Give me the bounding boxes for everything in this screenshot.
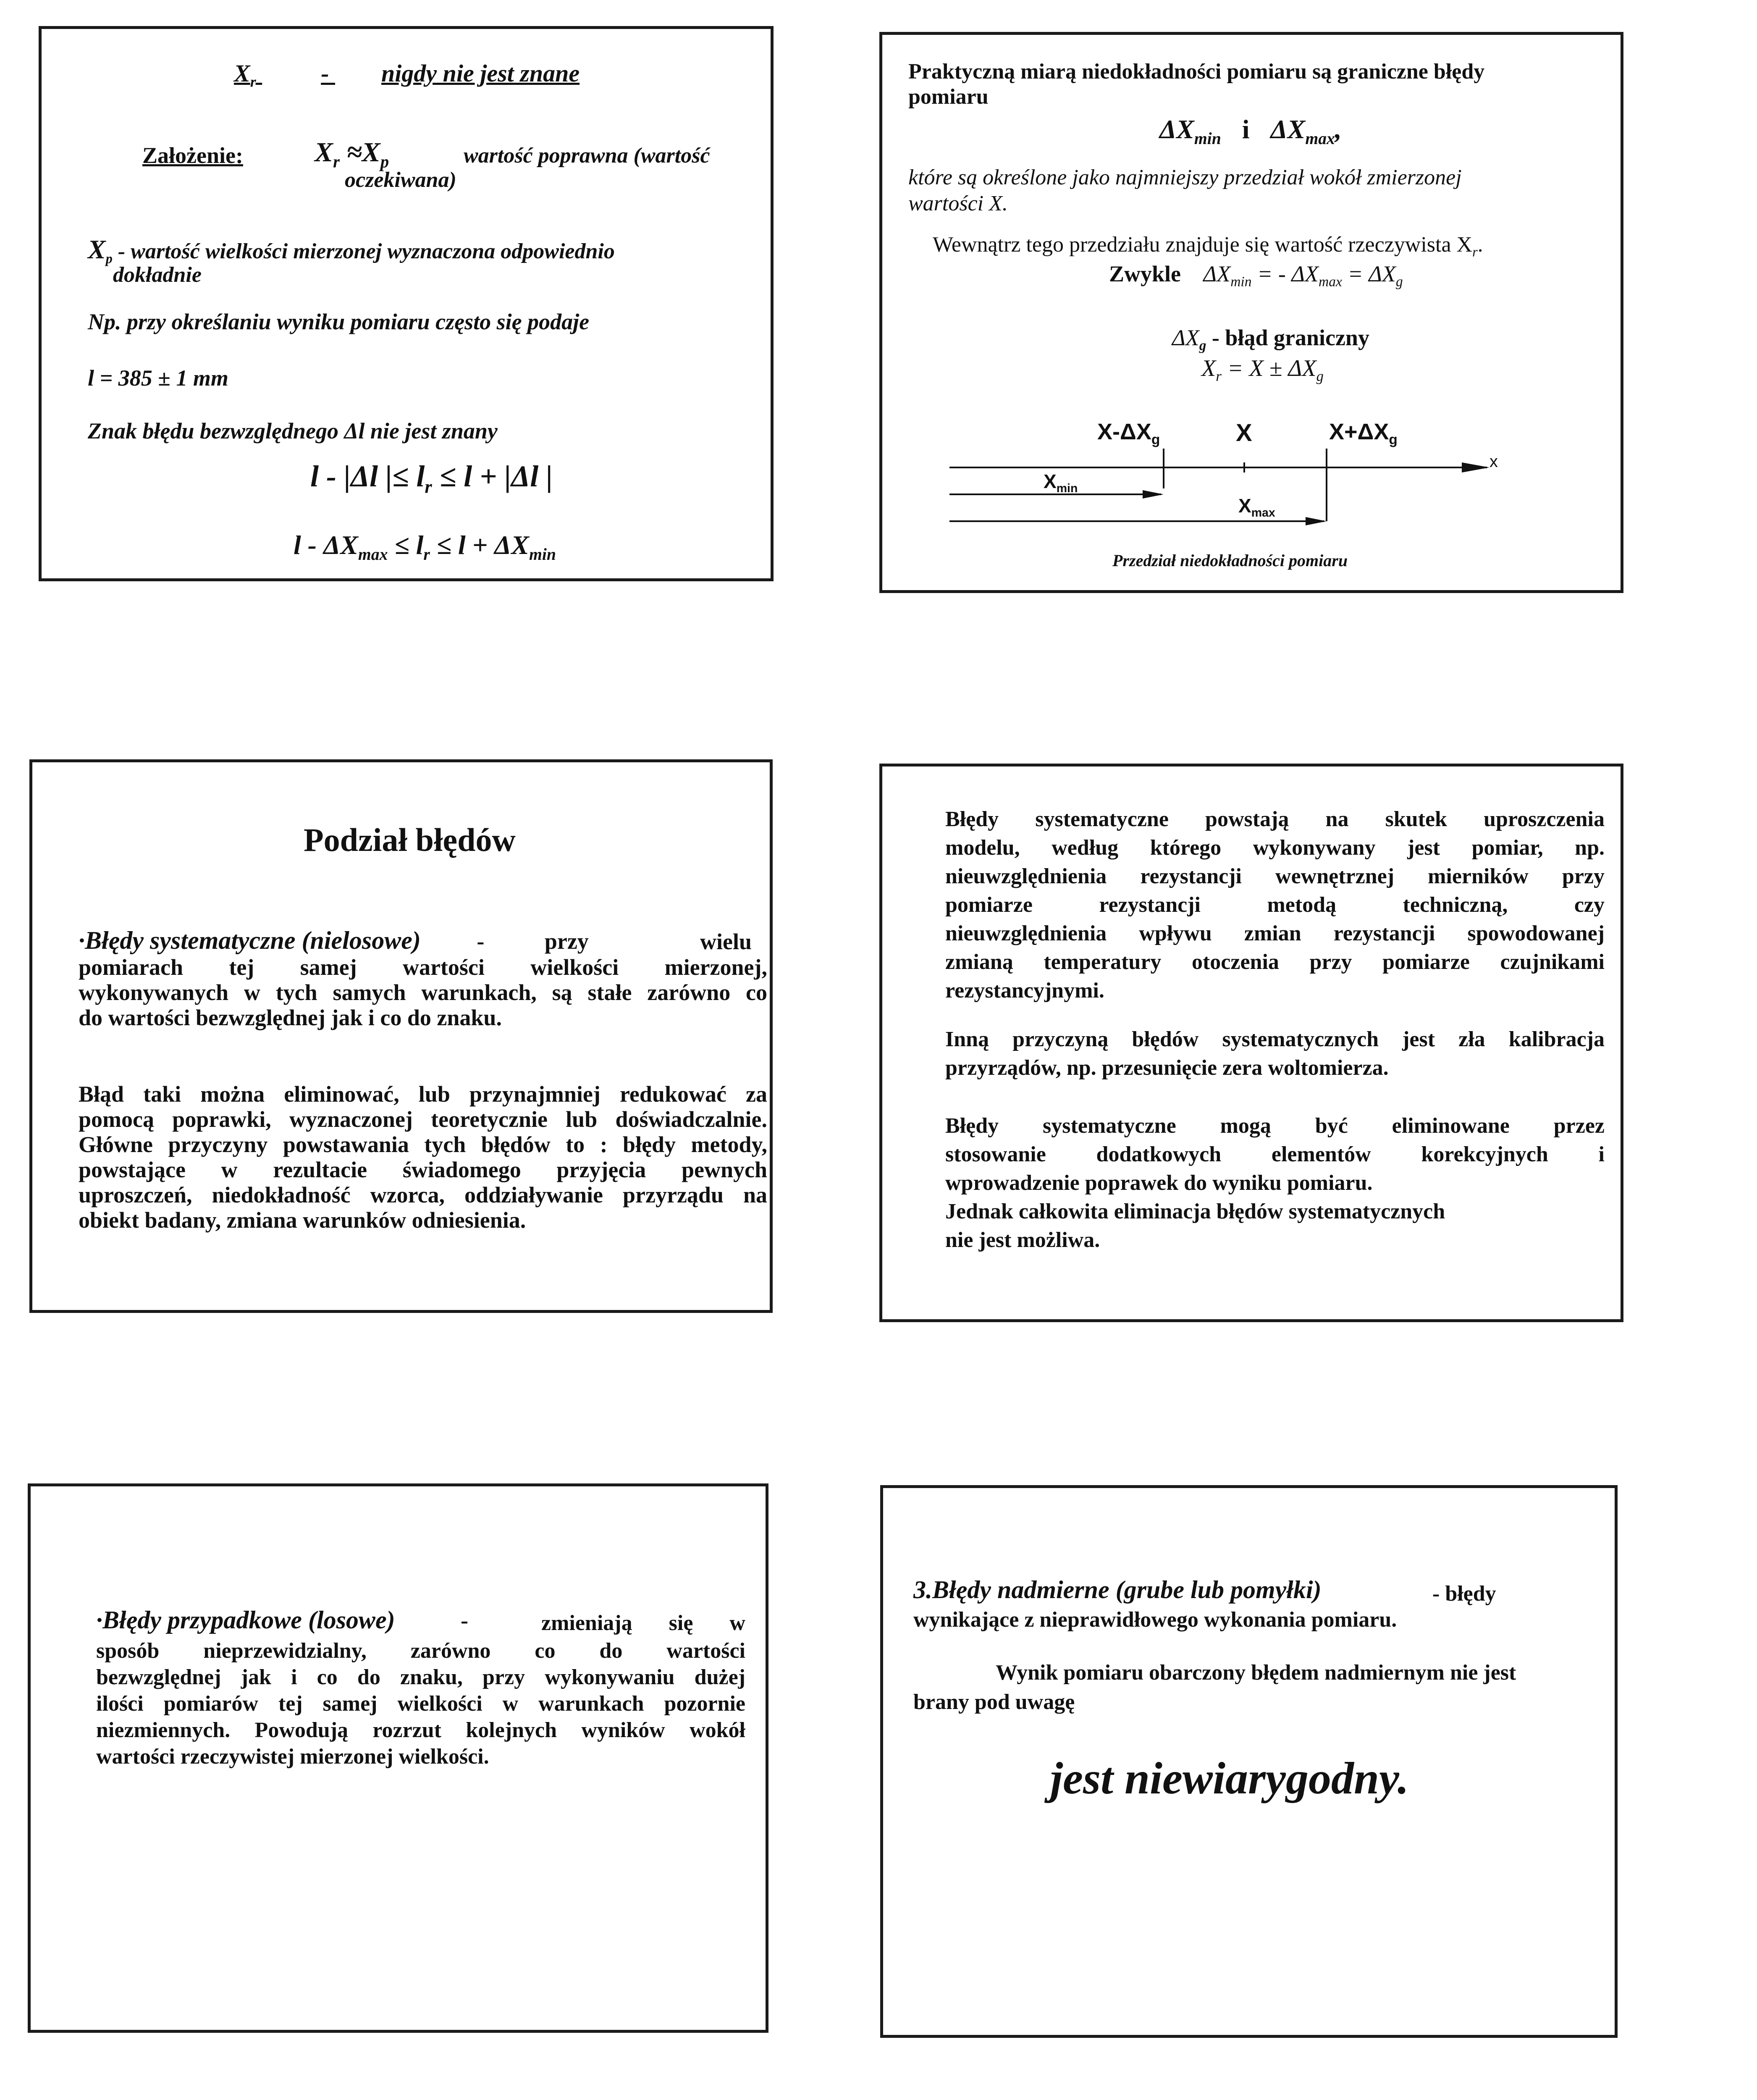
slide3-p1-first-line: ∙Błędy systematyczne (nielosowe) - przy	[79, 927, 589, 954]
slide3-p2-line: uproszczeń, niedokładność wzorca, oddziaływanie przyrządu na	[79, 1182, 767, 1208]
xmax-label: $X_{max}$	[1238, 495, 1275, 520]
slide-5	[28, 1483, 768, 2033]
slide-2	[879, 32, 1623, 593]
slide3-p1-first-line-end: wielu	[700, 929, 752, 954]
inequality-1: l - |Δl |≤ $l_r \le l + |\Delta l$ |	[310, 459, 553, 497]
xmin-label: $X_{min}$	[1044, 470, 1078, 495]
slide3-p2-line: pomocą poprawki, wyznaczonej teoretycznie lub doświadczalnie.	[79, 1107, 767, 1132]
slide4-p3-line: Jednak całkowita eliminacja błędów systematycznych	[945, 1200, 1445, 1223]
xmin-arrowhead	[1143, 490, 1164, 499]
slide1-title: $X_r$ - nigdy nie jest znane	[234, 60, 580, 90]
slide3-p2-line: Błąd taki można eliminować, lub przynajmniej redukować za	[79, 1082, 767, 1107]
slide3-p2-line: powstające w rezultacie świadomego przyjęcia pewnych	[79, 1157, 767, 1182]
slide-4	[879, 764, 1623, 1322]
slide6-p2-line-1: Wynik pomiaru obarczony błędem nadmiernym nie jest	[996, 1661, 1516, 1685]
slide4-p1-line: Błędy systematyczne powstają na skutek uproszczenia	[945, 807, 1605, 831]
zalozenie-text-1: wartość poprawna (wartość	[464, 144, 710, 168]
slide3-p1	[79, 955, 767, 1030]
zalozenie-text-2: oczekiwana)	[345, 168, 456, 192]
slide4-p2-line: przyrządów, np. przesunięcie zera woltomierza.	[945, 1056, 1389, 1080]
slide2-line-1: Praktyczną miarą niedokładności pomiaru są graniczne błędy	[908, 60, 1485, 84]
slide4-p3-line: wprowadzenie poprawek do wyniku pomiaru.	[945, 1171, 1373, 1195]
slide4-p2-line: Inną przyczyną błędów systematycznych jest zła kalibracja	[945, 1027, 1605, 1051]
slide5-line: ilości pomiarów tej samej wielkości w warunkach pozornie	[96, 1692, 745, 1716]
slide-1	[39, 26, 774, 581]
label-x: X	[1236, 419, 1252, 446]
slide-3	[29, 759, 773, 1313]
slide4-p3	[945, 1112, 1605, 1255]
slide5-head: ∙Błędy przypadkowe (losowe)	[96, 1606, 395, 1634]
slide5-line: wartości rzeczywistej mierzonej wielkości.	[96, 1745, 489, 1769]
axis-arrowhead	[1462, 462, 1490, 472]
slide5-line: sposób nieprzewidzialny, zarówno co do wartości	[96, 1639, 745, 1663]
label-x-plus: $X+\Delta X_g$	[1329, 419, 1398, 448]
slide4-p1-line: nieuwzględnienia wpływu zmian rezystancji spowodowanej	[945, 921, 1605, 945]
slide2-wewnatrz: Wewnątrz tego przedziału znajduje się wartość rzeczywista $X_r$.	[933, 233, 1483, 260]
slide4-p3-line: stosowanie dodatkowych elementów korekcyjnych i	[945, 1142, 1605, 1166]
l-formula: l = 385 ± 1 mm	[88, 365, 228, 391]
slide3-p1-line: do wartości bezwzględnej jak i co do znaku.	[79, 1005, 502, 1030]
slide3-p2-line: obiekt badany, zmiana warunków odniesienia.	[79, 1208, 526, 1233]
xp-definition: $X_p$ - wartość wielkości mierzonej wyznaczona odpowiednio	[88, 234, 615, 266]
slide5-l1-rest: zmieniają się w	[541, 1611, 745, 1635]
np-text: Np. przy określaniu wyniku pomiaru często się podaje	[88, 309, 590, 334]
slide5-line: bezwzględnej jak i co do znaku, przy wykonywaniu dużej	[96, 1665, 745, 1689]
slide6-head-rest: - błędy	[1432, 1582, 1496, 1606]
slide2-line-2: pomiaru	[908, 85, 989, 109]
slide3-p1-line: pomiarach tej samej wartości wielkości mierzonej,	[79, 955, 767, 980]
slide3-title: Podział błędów	[304, 822, 516, 858]
label-x-minus: $X-\Delta X_g$	[1097, 419, 1160, 448]
znak-text: Znak błędu bezwzględnego Δl nie jest znany	[88, 418, 498, 444]
slide4-p1-line: zmianą temperatury otoczenia przy pomiarze czujnikami	[945, 950, 1605, 974]
slide2-caption: Przedział niedokładności pomiaru	[1112, 551, 1348, 570]
slide4-p1-line: modelu, według którego wykonywany jest pomiar, np.	[945, 836, 1605, 860]
slide4-p1-line: nieuwzględnienia rezystancji wewnętrznej mierników przy	[945, 864, 1605, 888]
axis-x-label: x	[1490, 452, 1498, 471]
xmax-arrowhead	[1306, 517, 1327, 525]
slide4-p1	[945, 805, 1605, 1005]
zalozenie-formula: $X_r \approx X_p$	[315, 137, 389, 171]
slide6-head: 3.Błędy nadmierne (grube lub pomyłki)	[913, 1576, 1322, 1604]
slide3-p2-line: Główne przyczyny powstawania tych błędów to : błędy metody,	[79, 1132, 767, 1157]
slide5-line: niezmiennych. Powodują rozrzut kolejnych wyników wokół	[96, 1718, 745, 1742]
slide4-p3-line: Błędy systematyczne mogą być eliminowane przez	[945, 1114, 1605, 1138]
slide5-dash: -	[461, 1608, 468, 1633]
slide6-p2-line-2: brany pod uwagę	[913, 1690, 1075, 1714]
slide6-big-text: jest niewiarygodny.	[1050, 1754, 1409, 1803]
zalozenie-label: Założenie:	[142, 143, 243, 168]
delta-x-limits: $\Delta X_{min}$ i $\Delta X_{max}$,	[1159, 114, 1342, 148]
slide4-p1-line: pomiarze rezystancji metodą techniczną, czy	[945, 893, 1605, 917]
slide2-zwykle: Zwykle $\Delta X_{min}$ = - $\Delta X_{max} = \Delta X_g$	[1109, 261, 1403, 290]
slide2-blad-graniczny: $\Delta X_g$ - błąd graniczny	[1172, 325, 1369, 354]
slide3-p1-line: wykonywanych w tych samych warunkach, są stałe zarówno co	[79, 980, 767, 1005]
slide6-line-2: wynikające z nieprawidłowego wykonania pomiaru.	[913, 1608, 1397, 1632]
inequality-2: $l - \Delta X_{max} \le l_r \le l + \Delta X_{min}$	[294, 530, 556, 564]
slide2-italic-2: wartości X.	[908, 192, 1008, 215]
slide-6	[880, 1485, 1618, 2038]
slide2-xr-formula: $X_r = X \pm \Delta X_g$	[1201, 355, 1324, 385]
slide5-body	[96, 1638, 745, 1770]
slide4-p3-line: nie jest możliwa.	[945, 1228, 1100, 1252]
slide4-p1-line: rezystancyjnymi.	[945, 979, 1104, 1003]
xp-definition-2: dokładnie	[113, 263, 202, 287]
slide3-p2	[79, 1082, 767, 1233]
slide4-p2	[945, 1025, 1605, 1082]
slide2-italic-1: które są określone jako najmniejszy przedział wokół zmierzonej	[908, 165, 1462, 189]
